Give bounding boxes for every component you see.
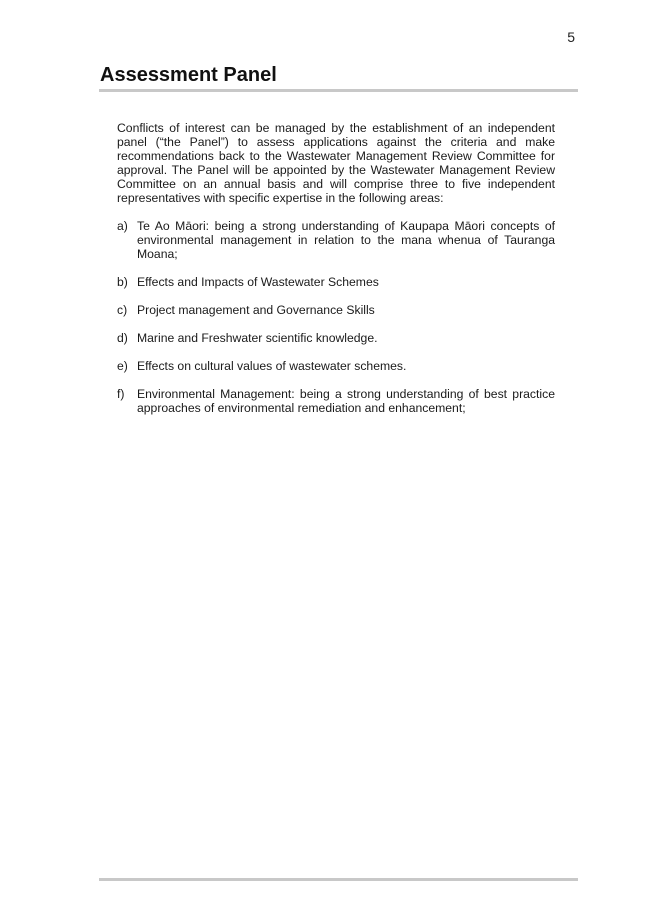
- list-item: [117, 303, 555, 317]
- list-item: [117, 219, 555, 261]
- list-item-text: Project management and Governance Skills: [137, 302, 375, 317]
- list-marker: b): [117, 274, 128, 289]
- list-item: [117, 331, 555, 345]
- document-body: [117, 121, 555, 429]
- page-number: 5: [567, 29, 575, 45]
- list-item-text: Effects on cultural values of wastewater schemes.: [137, 359, 407, 374]
- expertise-list: [117, 219, 555, 416]
- list-item: [117, 359, 555, 373]
- list-marker: a): [117, 218, 128, 233]
- list-item: [117, 275, 555, 289]
- title-divider: [99, 89, 578, 92]
- list-item-text: Te Ao Māori: being a strong understanding of Kaupapa Māori concepts of environmental management in relation to the mana whenua of Tauranga Moana;: [137, 218, 555, 261]
- list-item-text: Effects and Impacts of Wastewater Schemes: [137, 274, 379, 289]
- list-marker: d): [117, 331, 128, 346]
- list-item-text: Environmental Management: being a strong understanding of best practice approaches of environmental remediation and enhancement;: [137, 387, 555, 416]
- list-item-text: Marine and Freshwater scientific knowledge.: [137, 331, 378, 346]
- list-marker: e): [117, 359, 128, 374]
- page-title: Assessment Panel: [100, 64, 277, 86]
- footer-divider: [99, 878, 578, 881]
- intro-paragraph: Conflicts of interest can be managed by the establishment of an independent panel (“the Panel”) to assess applications against the criteria and make recommendations back to the Wastewater Management Review Committee for approval. The Panel will be appointed by the Wastewater Management Review Committee on an annual basis and will comprise three to five independent representatives with specific expertise in the following areas:: [117, 121, 555, 206]
- list-marker: f): [117, 387, 125, 402]
- list-marker: c): [117, 302, 128, 317]
- list-item: [117, 387, 555, 415]
